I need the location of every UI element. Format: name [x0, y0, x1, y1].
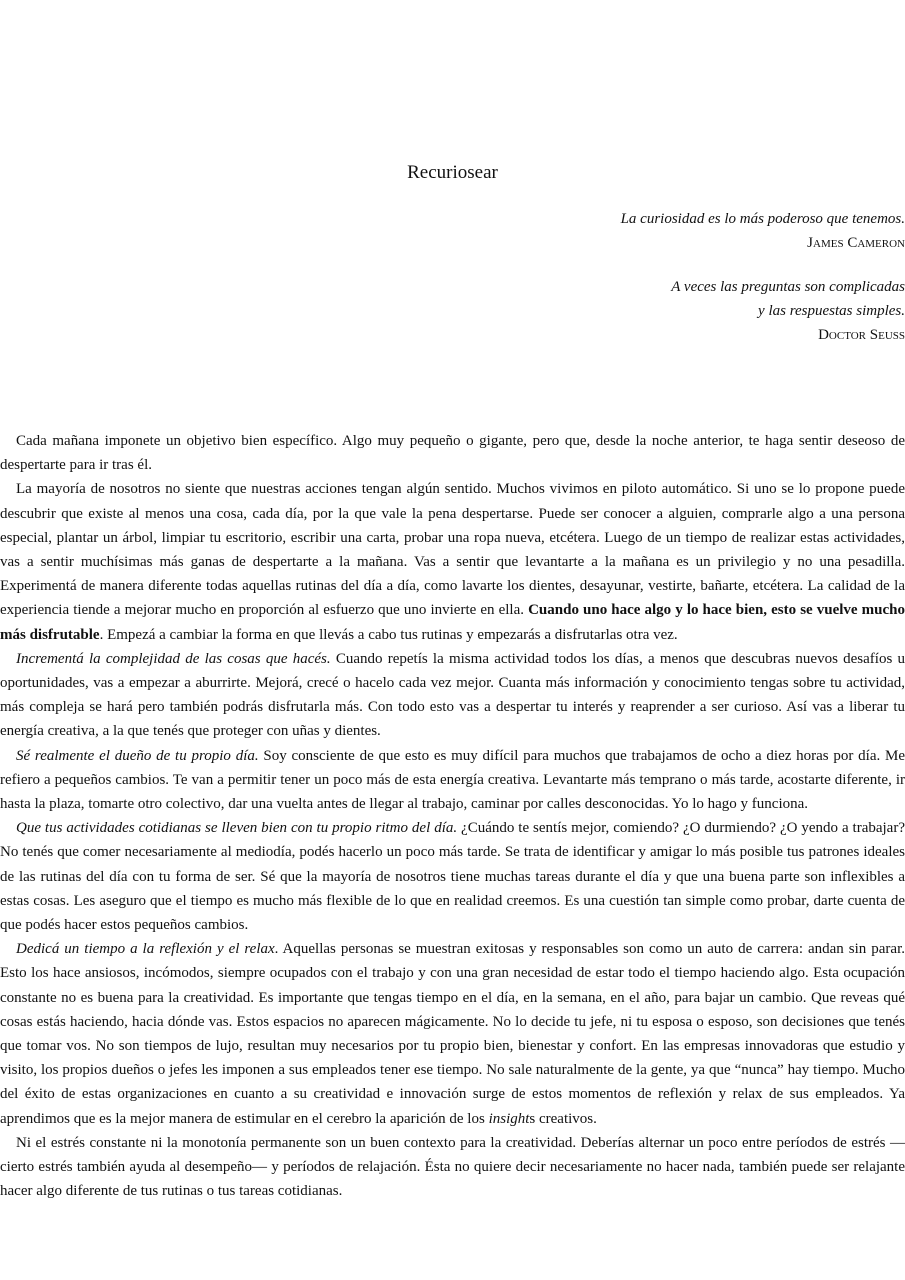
paragraph-lead: Dedicá un tiempo a la reflexión y el relax: [16, 941, 275, 958]
emphasis-bold: Cuando uno hace algo y lo hace bien, esto se vuelve mucho más disfrutable: [0, 602, 905, 643]
body-text: [0, 429, 905, 1204]
paragraph-text: La mayoría de nosotros no siente que nuestras acciones tengan algún sentido. Muchos vivimos en piloto automático. Si uno se lo propone puede descubrir que existe al menos una cosa, cada día, por la que vale la pena despertarse. Puede ser conocer a alguien, comprarle algo a una persona especial, plantar un árbol, limpiar tu escritorio, escribir una carta, probar una ropa nueva, etcétera. Luego de un tiempo de realizar estas actividades, vas a sentir muchísimas más ganas de despertarte a la mañana. Vas a sentir que levantarte a la mañana es un privilegio y no una pesadilla. Experimentá de manera diferente todas aquellas rutinas del día a día, como lavarte los dientes, desayunar, vestirte, bañarte, etcétera. La calidad de la experiencia tiende a mejorar mucho en proporción al esfuerzo que uno invierte en ella.: [0, 481, 905, 619]
epigraph-quote: y las respuestas simples.: [758, 303, 905, 319]
paragraph-lead: Sé realmente el dueño de tu propio día.: [16, 747, 259, 764]
paragraph-lead: Que tus actividades cotidianas se lleven bien con tu propio ritmo del día.: [16, 820, 458, 837]
paragraph-text: ¿Cuándo te sentís mejor, comiendo? ¿O durmiendo? ¿O yendo a trabajar? No tenés que comer necesariamente al mediodía, podés hacerlo un poco más tarde. Se trata de identificar y amigar lo más posible tus patrones ideales de las rutinas del día con tu forma de ser. Sé que la mayoría de nosotros tiene muchas tareas durante el día y que una buena parte son inflexibles a estas cosas. Les aseguro que el tiempo es mucho más flexible de lo que en realidad creemos. Es una cuestión tan simple como probar, darte cuenta de que podés hacer estos pequeños cambios.: [0, 820, 905, 934]
epigraph-author: James Cameron: [807, 235, 905, 251]
page-title: Recuriosear: [407, 162, 498, 183]
paragraph-text: . Aquellas personas se muestran exitosas y responsables son como un auto de carrera: andan sin parar. Esto los hace ansiosos, incómodos, siempre ocupados con el trabajo y con una gran necesidad de estar todo el tiempo haciendo algo. Esta ocupación constante no es buena para la creatividad. Es importante que tengas tiempo en el día, en la semana, en el año, para bajar un cambio. Que reveas qué cosas estás haciendo, hacia dónde vas. Estos espacios no aparecen mágicamente. No lo decide tu jefe, ni tu esposa o esposo, son decisiones que tenés que tomar vos. No son tiempos de lujo, resultan muy necesarios por tu propio bien, bienestar y confort. En las empresas innovadoras que estudio y visito, los propios dueños o jefes les imponen a sus empleados tener ese tiempo. No sale naturalmente de la gente, ya que “nunca” hay tiempo. Mucho del éxito de estas organizaciones en cuanto a su creatividad e innovación surge de estos momentos de reflexión y relax de sus empleados. Ya aprendimos que es la mejor manera de estimular en el cerebro la aparición de los: [0, 941, 905, 1127]
paragraph-text: Ni el estrés constante ni la monotonía permanente son un buen contexto para la creatividad. Deberías alternar un poco entre períodos de estrés —cierto estrés también ayuda al desempeño— y períodos de relajación. Ésta no quiere decir necesariamente no hacer nada, también puede ser relajante hacer algo diferente de tus rutinas o tus tareas cotidianas.: [0, 1134, 905, 1200]
paragraph-text: Soy consciente de que esto es muy difícil para muchos que trabajamos de ocho a diez horas por día. Me refiero a pequeños cambios. Te van a permitir tener un poco más de esta energía creativa. Levantarte más temprano o más tarde, acostarte diferente, ir hasta la plaza, tomarte otro colectivo, dar una vuelta antes de llegar al trabajo, caminar por calles desconocidas. Yo lo hago y funciona.: [0, 747, 905, 813]
paragraph: [0, 429, 905, 477]
epigraph-author: Doctor Seuss: [818, 327, 905, 343]
paragraph-text: . Empezá a cambiar la forma en que llevás a cabo tus rutinas y empezarás a disfrutarlas otra vez.: [99, 626, 678, 643]
paragraph-text: s creativos.: [529, 1110, 597, 1127]
paragraph: [0, 937, 905, 1131]
paragraph-lead: Incrementá la complejidad de las cosas que hacés.: [16, 650, 331, 667]
paragraph-text: Cada mañana imponete un objetivo bien específico. Algo muy pequeño o gigante, pero que, desde la noche anterior, te haga sentir deseoso de despertarte para ir tras él.: [0, 433, 905, 474]
epigraph-quote: A veces las preguntas son complicadas: [671, 279, 905, 295]
epigraph-seuss: [671, 275, 905, 347]
paragraph: [0, 744, 905, 817]
paragraph: [0, 1131, 905, 1204]
epigraph-quote: La curiosidad es lo más poderoso que tenemos.: [620, 211, 905, 227]
epigraph-cameron: [621, 207, 905, 255]
paragraph-text: Cuando repetís la misma actividad todos los días, a menos que descubras nuevos desafíos u oportunidades, vas a empezar a aburrirte. Mejorá, crecé o hacelo cada vez mejor. Cuanta más información y conocimiento tengas sobre tu actividad, más compleja se hará pero también podrás disfrutarla más. Con todo esto vas a despertar tu interés y reaprender a ser curioso. Así vas a liberar tu energía creativa, a la que tenés que proteger con uñas y dientes.: [0, 650, 905, 740]
paragraph: [0, 477, 905, 646]
paragraph: [0, 816, 905, 937]
italic-word: insight: [488, 1110, 530, 1127]
paragraph: [0, 647, 905, 744]
